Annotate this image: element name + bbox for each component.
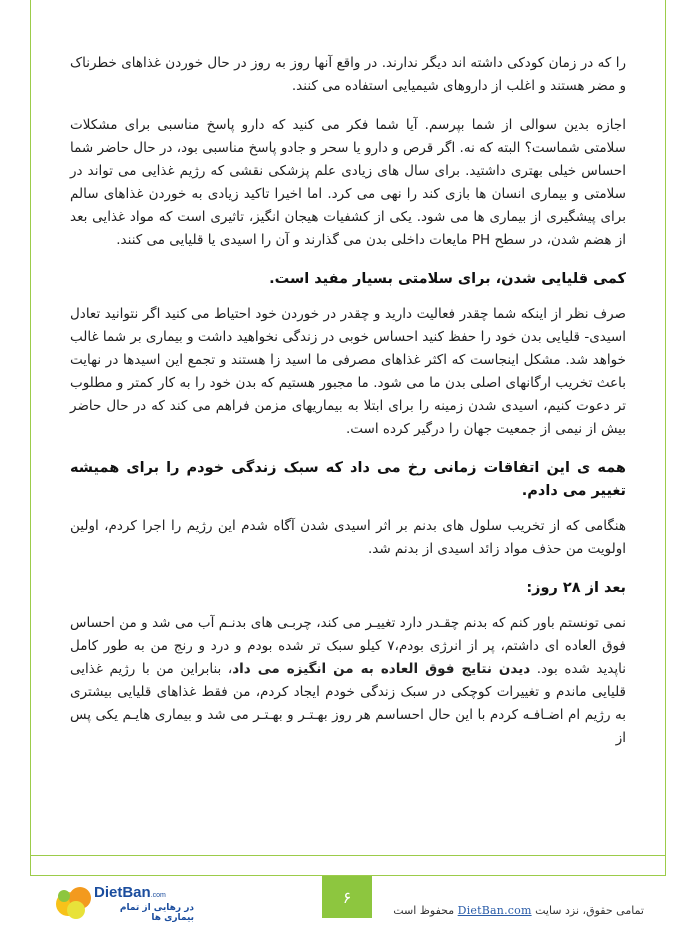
site-link[interactable]: DietBan.com <box>457 904 532 917</box>
footer-divider <box>30 855 666 856</box>
copyright-notice <box>393 904 644 917</box>
paragraph-5 <box>70 612 626 750</box>
logo-tagline: در رهایی از تمام بیماری ها <box>119 903 194 923</box>
paragraph-5-bold: دیدن نتایج فوق العاده به من انگیزه می داد <box>232 661 531 677</box>
paragraph-1: را که در زمان کودکی داشته اند دیگر ندارند. در واقع آنها روز به روز در حال خوردن غذاهای خطرناک و مضر هستند و اغلب از داروهای شیمیایی استفاده می کنند. <box>70 55 626 94</box>
fruit-logo-icon <box>54 882 98 922</box>
heading-alkaline: کمی قلیایی شدن، برای سلامتی بسیار مفید است. <box>269 271 626 287</box>
copyright-prefix: تمامی حقوق، نزد سایت <box>535 904 644 917</box>
paragraph-3: صرف نظر از اینکه شما چقدر فعالیت دارید و چقدر در خوردن خود احتیاط می کنید اگر نتوانید تعادل اسیدی- قلیایی بدن خود را حفظ کنید احساس خوبی در زندگی نخواهید داشت و بیماری بر شما غالب خواهد شد. مشکل اینجاست که اکثر غذاهای مصرفی ما اسید زا هستند و تجمع این اسیدها در نهایت باعث تخریب ارگانهای اصلی بدن ما می شود. ما مجبور هستیم که بدن خود را به کار کمتر و مطلوب تر دعوت کنیم، اسیدی شدن زمینه را برای ابتلا به بیماریهای مزمن فراهم می کند که در حال حاضر بیش از نیمی از جمعیت جهان را درگیر کرده است. <box>70 306 626 437</box>
document-body <box>70 52 626 766</box>
paragraph-5-start: نمی تونستم باور کنم که بدنم چقـدر دارد تغییـر می کند، چربـی های بدنـم آب می شد و من احساس فوق العاده ای داشتم، پر از انرژی بودم،۷ کیلو سبک تر شده بودم و درد و رنج من به طور کامل ناپدید شده بود. <box>70 615 626 677</box>
copyright-suffix: محفوظ است <box>393 904 455 917</box>
dietban-logo[interactable] <box>54 880 194 926</box>
logo-wordmark: DietBan.com <box>94 884 166 901</box>
paragraph-5-end: ، بنابراین من با رژیم غذایی قلیایی ماندم و تغییرات کوچکی در سبک زندگی خودم ایجاد کردم، من فقط غذاهای قلیایی بیشتری به رژیم ام اضـافـه کردم با این حال احساسم هر روز بهـتـر و بهـتـر می شد و بیماری هایـم یکی پس از <box>70 661 626 746</box>
page-number: ۶ <box>322 876 372 918</box>
paragraph-4: هنگامی که از تخریب سلول های بدنم بر اثر اسیدی شدن آگاه شدم این رژیم را اجرا کردم، اولین اولویت من حذف مواد زائد اسیدی از بدنم شد. <box>70 518 626 557</box>
heading-lifestyle: همه ی این اتفاقات زمانی رخ می داد که سبک زندگی خودم را برای همیشه تغییر می دادم. <box>70 460 626 499</box>
heading-after-28-days: بعد از ۲۸ روز: <box>526 580 626 596</box>
paragraph-2: اجازه بدین سوالی از شما بپرسم. آیا شما فکر می کنید که دارو پاسخ مناسبی برای مشکلات سلامتی شماست؟ البته که نه. اگر قرص و دارو یا سحر و جادو پاسخ مناسبی بود، در حال حاضر شما احساس خیلی بهتری داشتید. برای سال های زیادی علم پزشکی نقشی که رژیم غذایی می تواند در سلامتی و بیماری انسان ها بازی کند را نهی می کرد. اما اخیرا تاکید زیادی به خوردن غذاهای سالم برای پیشگیری از بیماری ها می شود. یکی از کشفیات هیجان انگیز، تاثیری است که مواد غذایی بعد از هضم شدن، در سطح PH مایعات داخلی بدن می گذارند و آن را اسیدی یا قلیایی می کنند. <box>70 117 626 248</box>
